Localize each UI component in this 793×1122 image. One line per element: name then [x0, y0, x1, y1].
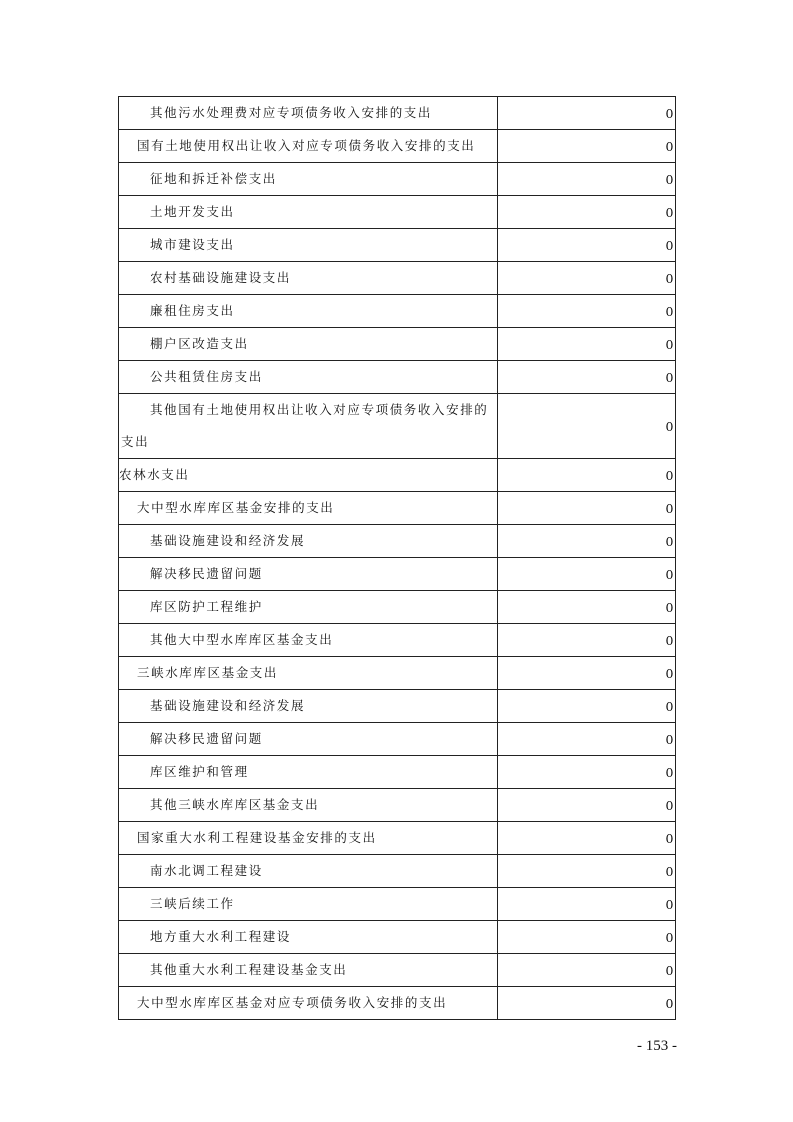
- item-name-cell: 国家重大水利工程建设基金安排的支出: [119, 822, 498, 855]
- table-row: [119, 459, 676, 492]
- item-amount-cell: 0: [498, 163, 676, 196]
- item-amount-cell: 0: [498, 262, 676, 295]
- item-amount-cell: 0: [498, 295, 676, 328]
- table-row: [119, 262, 676, 295]
- table-row: [119, 921, 676, 954]
- item-name-cell: 农林水支出: [119, 459, 498, 492]
- table-row: [119, 492, 676, 525]
- table-row: [119, 130, 676, 163]
- table-row: [119, 756, 676, 789]
- item-name-cell: 地方重大水利工程建设: [119, 921, 498, 954]
- item-name-cell: 大中型水库库区基金安排的支出: [119, 492, 498, 525]
- item-name-cell: 其他国有土地使用权出让收入对应专项债务收入安排的支出: [119, 394, 498, 459]
- item-name-cell: 棚户区改造支出: [119, 328, 498, 361]
- item-amount-cell: 0: [498, 624, 676, 657]
- item-name-cell: 廉租住房支出: [119, 295, 498, 328]
- item-amount-cell: 0: [498, 328, 676, 361]
- item-name-cell: 三峡水库库区基金支出: [119, 657, 498, 690]
- item-name-cell: 征地和拆迁补偿支出: [119, 163, 498, 196]
- table-row: [119, 657, 676, 690]
- table-row: [119, 822, 676, 855]
- table-row: [119, 229, 676, 262]
- item-amount-cell: 0: [498, 394, 676, 459]
- item-name-cell: 解决移民遗留问题: [119, 558, 498, 591]
- item-name-cell: 其他大中型水库库区基金支出: [119, 624, 498, 657]
- item-name-cell: 其他污水处理费对应专项债务收入安排的支出: [119, 97, 498, 130]
- item-amount-cell: 0: [498, 229, 676, 262]
- item-name-cell: 大中型水库库区基金对应专项债务收入安排的支出: [119, 987, 498, 1020]
- table-row: [119, 558, 676, 591]
- item-amount-cell: 0: [498, 591, 676, 624]
- item-amount-cell: 0: [498, 921, 676, 954]
- item-name-cell: 库区维护和管理: [119, 756, 498, 789]
- item-name-cell: 解决移民遗留问题: [119, 723, 498, 756]
- table-row: [119, 855, 676, 888]
- table-row: [119, 525, 676, 558]
- item-name-cell: 公共租赁住房支出: [119, 361, 498, 394]
- item-name-cell: 国有土地使用权出让收入对应专项债务收入安排的支出: [119, 130, 498, 163]
- table-row: [119, 591, 676, 624]
- item-amount-cell: 0: [498, 196, 676, 229]
- item-amount-cell: 0: [498, 657, 676, 690]
- item-amount-cell: 0: [498, 492, 676, 525]
- table-row: [119, 987, 676, 1020]
- table-row: [119, 196, 676, 229]
- item-amount-cell: 0: [498, 987, 676, 1020]
- item-name-cell: 三峡后续工作: [119, 888, 498, 921]
- item-amount-cell: 0: [498, 822, 676, 855]
- item-amount-cell: 0: [498, 130, 676, 163]
- item-amount-cell: 0: [498, 690, 676, 723]
- item-name-cell: 城市建设支出: [119, 229, 498, 262]
- item-amount-cell: 0: [498, 855, 676, 888]
- table-row: [119, 888, 676, 921]
- table-row: [119, 295, 676, 328]
- item-name-cell: 其他重大水利工程建设基金支出: [119, 954, 498, 987]
- item-amount-cell: 0: [498, 723, 676, 756]
- table-row: [119, 624, 676, 657]
- item-amount-cell: 0: [498, 756, 676, 789]
- table-row: [119, 954, 676, 987]
- table-row: [119, 690, 676, 723]
- item-name-cell: 其他三峡水库库区基金支出: [119, 789, 498, 822]
- item-amount-cell: 0: [498, 789, 676, 822]
- budget-expenditure-table: [118, 96, 676, 1020]
- item-amount-cell: 0: [498, 558, 676, 591]
- table-row: [119, 723, 676, 756]
- table-row: [119, 328, 676, 361]
- item-amount-cell: 0: [498, 97, 676, 130]
- item-name-cell: 基础设施建设和经济发展: [119, 690, 498, 723]
- table-body: [119, 97, 676, 1020]
- item-name-cell: 南水北调工程建设: [119, 855, 498, 888]
- table-row: [119, 163, 676, 196]
- item-amount-cell: 0: [498, 459, 676, 492]
- item-amount-cell: 0: [498, 361, 676, 394]
- table-row: [119, 97, 676, 130]
- page-number: - 153 -: [637, 1038, 677, 1054]
- item-name-cell: 土地开发支出: [119, 196, 498, 229]
- table-row: [119, 361, 676, 394]
- item-amount-cell: 0: [498, 525, 676, 558]
- item-amount-cell: 0: [498, 888, 676, 921]
- item-name-cell: 基础设施建设和经济发展: [119, 525, 498, 558]
- item-name-cell: 库区防护工程维护: [119, 591, 498, 624]
- item-amount-cell: 0: [498, 954, 676, 987]
- table-row: [119, 789, 676, 822]
- item-name-cell: 农村基础设施建设支出: [119, 262, 498, 295]
- table-row: [119, 394, 676, 459]
